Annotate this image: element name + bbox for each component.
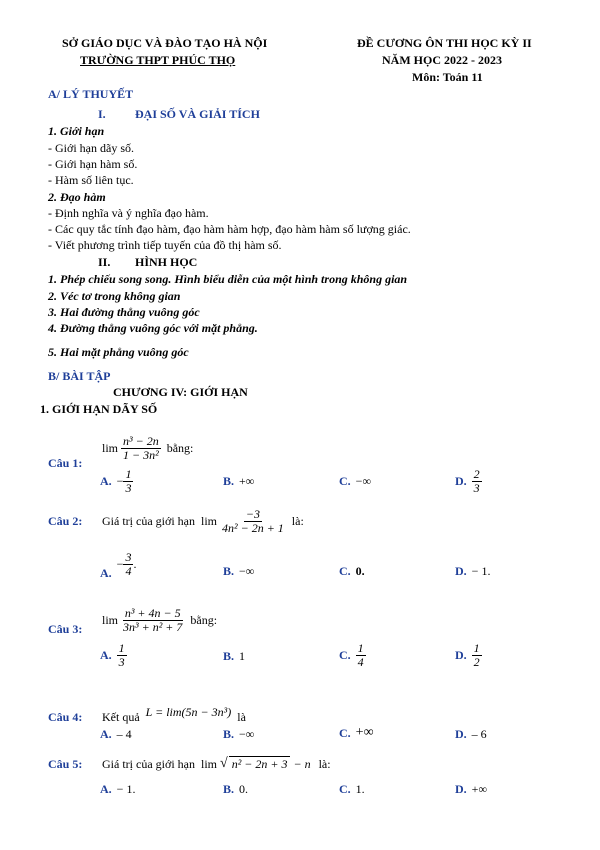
geometry-item: 1. Phép chiếu song song. Hình biểu diễn của một hình trong không gian xyxy=(48,272,408,286)
list-item: - Hàm số liên tục. xyxy=(48,173,134,187)
question-3 xyxy=(48,604,217,637)
geometry-item: 2. Véc tơ trong không gian xyxy=(48,289,181,303)
option-c[interactable]: C. −∞ xyxy=(339,474,371,488)
part1-number: I. xyxy=(98,107,106,121)
question-tail: là: xyxy=(291,514,304,529)
lim-operator: lim xyxy=(200,514,217,529)
list-item: - Viết phương trình tiếp tuyến của đồ thị hàm số. xyxy=(48,238,282,252)
list-item: - Giới hạn dãy số. xyxy=(48,141,134,155)
part2-number: II. xyxy=(98,255,111,269)
question-text: Kết quả xyxy=(102,710,140,724)
theory-heading: A/ LÝ THUYẾT xyxy=(48,87,134,101)
option-d[interactable]: D. $\frac{1}{2}$ xyxy=(455,641,480,670)
list-item: - Giới hạn hàm số. xyxy=(48,157,138,171)
lim-operator: lim xyxy=(102,613,119,627)
header-subject: Môn: Toán 11 xyxy=(412,70,483,84)
radicand: n² − 2n + 3 xyxy=(229,756,291,772)
section-derivative-title: 2. Đạo hàm xyxy=(48,190,106,204)
fraction: $\frac{-3}{\text{4n² − 2n + 1}}$ xyxy=(222,507,284,536)
option-c[interactable]: C. +∞ xyxy=(339,725,374,740)
option-d[interactable]: D. – 6 xyxy=(455,727,487,741)
header-year: NĂM HỌC 2022 - 2023 xyxy=(382,53,502,67)
option-a[interactable]: A. − $\frac{3}{4}$ . xyxy=(100,549,137,580)
option-c[interactable]: C. $\frac{1}{4}$ xyxy=(339,641,364,670)
sqrt-icon: √ xyxy=(220,756,228,771)
header-title: ĐỀ CƯƠNG ÔN THI HỌC KỲ II xyxy=(357,36,532,50)
option-b[interactable]: B. 1 xyxy=(223,649,246,663)
list-item: - Các quy tắc tính đạo hàm, đạo hàm hàm hợp, đạo hàm hàm số lượng giác. xyxy=(48,222,411,236)
lim-operator: lim xyxy=(200,756,217,771)
fraction: $\frac{\text{n³ − 2n}}{\text{1 − 3n²}}$ xyxy=(123,433,159,462)
question-1 xyxy=(48,426,193,471)
question-label: Câu 5: xyxy=(48,756,83,771)
header-school: TRƯỜNG THPT PHÚC THỌ xyxy=(80,53,236,67)
geometry-item: 4. Đường thẳng vuông góc với mặt phẳng. xyxy=(48,321,258,335)
option-d[interactable]: D. − 1. xyxy=(455,564,491,578)
math-expression: − n xyxy=(293,756,311,771)
option-a[interactable]: A. − 1. xyxy=(100,782,136,796)
question-label: Câu 1: xyxy=(48,456,83,470)
question-text: Giá trị của giới hạn xyxy=(102,756,195,771)
option-b[interactable]: B. +∞ xyxy=(223,474,255,488)
question-label: Câu 2: xyxy=(48,514,83,529)
option-a[interactable]: A. − $\frac{1}{3}$ xyxy=(100,467,132,496)
geometry-item: 5. Hai mặt phẳng vuông góc xyxy=(48,345,189,359)
header-department: SỞ GIÁO DỤC VÀ ĐÀO TẠO HÀ NỘI xyxy=(62,36,268,50)
list-item: - Định nghĩa và ý nghĩa đạo hàm. xyxy=(48,206,209,220)
question-tail: bằng: xyxy=(166,441,194,455)
option-b[interactable]: B. 0. xyxy=(223,782,249,796)
question-tail: bằng: xyxy=(190,613,218,627)
question-5 xyxy=(48,756,331,772)
section-limits-title: 1. Giới hạn xyxy=(48,124,105,138)
math-expression: L = lim(5n − 3n³) xyxy=(145,705,232,719)
exercises-heading: B/ BÀI TẬP xyxy=(48,369,111,383)
option-a[interactable]: A. $\frac{1}{3}$ xyxy=(100,641,125,670)
option-c[interactable]: C. 1. xyxy=(339,782,365,796)
section-title: 1. GIỚI HẠN DÃY SỐ xyxy=(40,402,158,416)
question-4 xyxy=(48,700,246,725)
chapter-title: CHƯƠNG IV: GIỚI HẠN xyxy=(113,385,248,399)
question-2 xyxy=(48,508,304,535)
fraction: $\frac{\text{n³ + 4n − 5}}{\text{3n³ + n² + 7}}$ xyxy=(123,605,183,634)
geometry-item: 3. Hai đường thẳng vuông góc xyxy=(48,305,200,319)
lim-operator: lim xyxy=(102,441,119,455)
question-label: Câu 3: xyxy=(48,622,83,636)
question-tail: là: xyxy=(318,756,331,771)
question-label: Câu 4: xyxy=(48,710,83,724)
part1-title: ĐẠI SỐ VÀ GIẢI TÍCH xyxy=(135,107,260,121)
option-b[interactable]: B. −∞ xyxy=(223,564,255,578)
option-b[interactable]: B. −∞ xyxy=(223,727,255,741)
option-c[interactable]: C. 0. xyxy=(339,564,365,578)
option-d[interactable]: D. $\frac{2}{3}$ xyxy=(455,467,480,496)
question-text: Giá trị của giới hạn xyxy=(102,514,195,529)
option-a[interactable]: A. – 4 xyxy=(100,727,132,741)
question-tail: là xyxy=(237,710,246,724)
option-d[interactable]: D. +∞ xyxy=(455,782,487,796)
part2-title: HÌNH HỌC xyxy=(135,255,198,269)
